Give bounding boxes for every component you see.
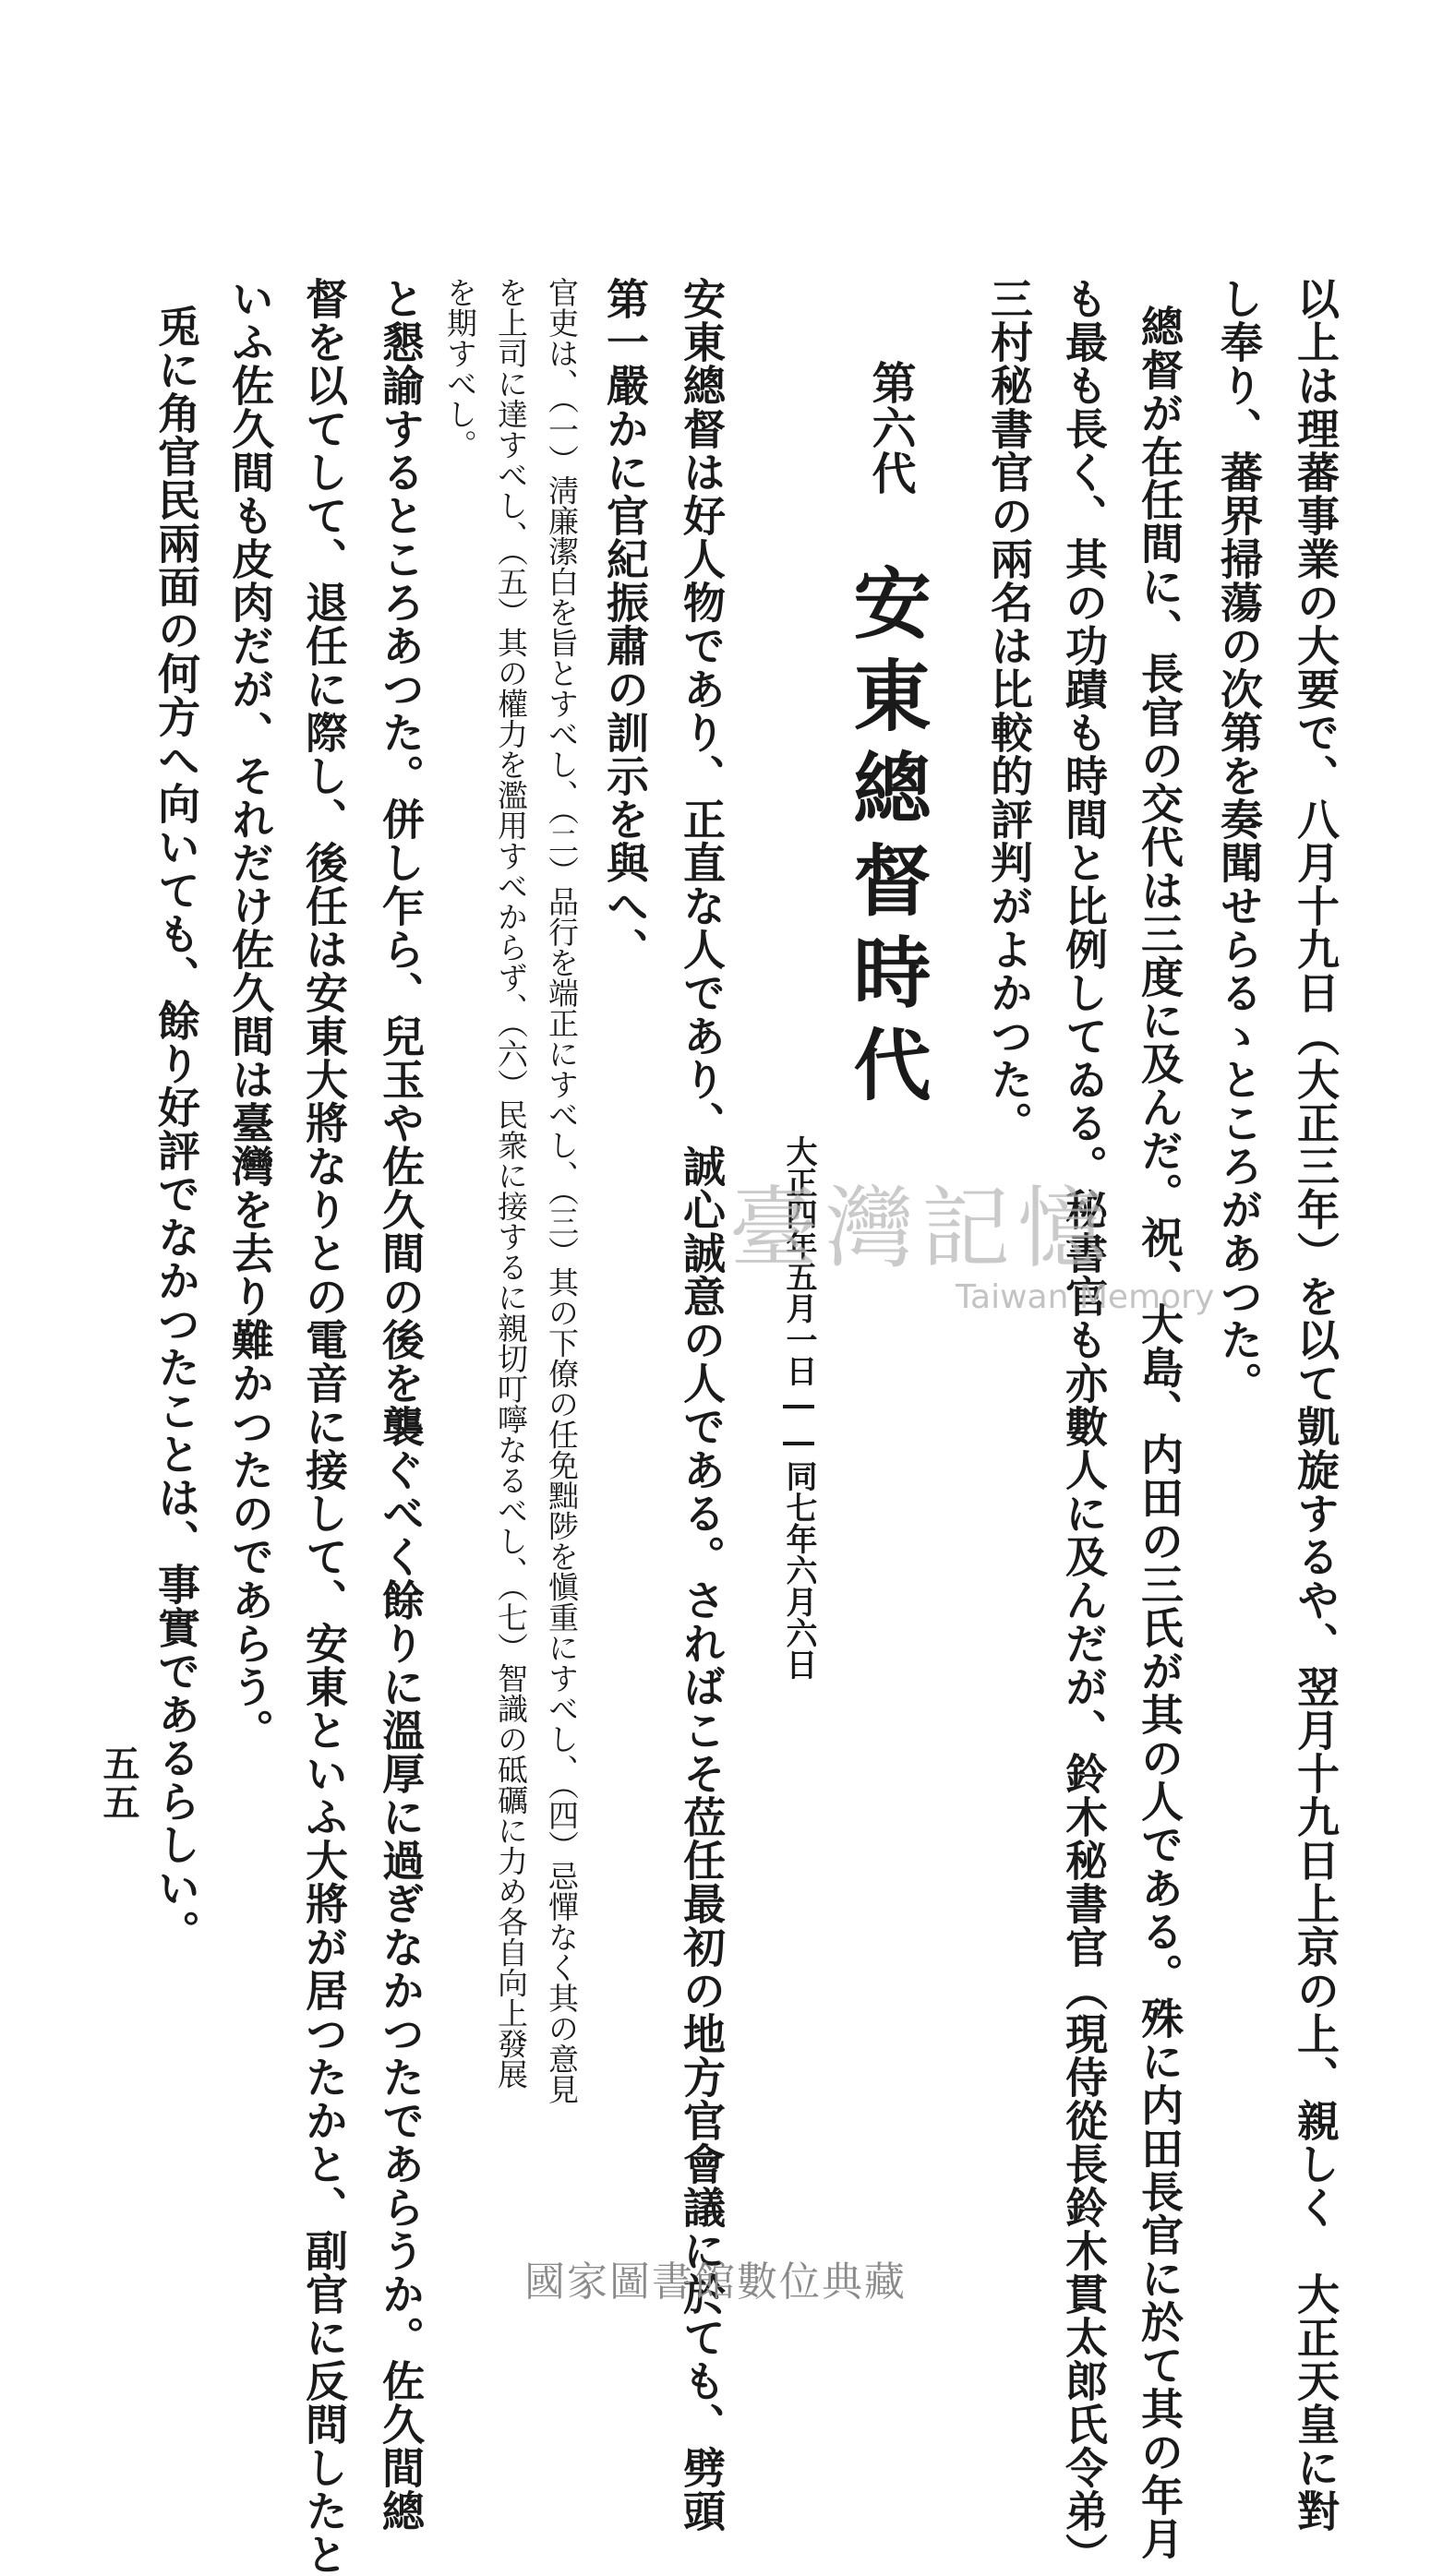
section-number: 第六代 [864, 360, 916, 496]
watermark-subtitle: Taiwan Memory [956, 1278, 1215, 1316]
footer-collection-label: 國家圖書館數位典藏 [524, 2258, 907, 2306]
quote-column-3: を期すべし。 [442, 277, 478, 460]
text-column-4: も最も長く、其の功蹟も時間と比例してゐる。秘書官も亦數人に及んだが、鈴木秘書官（現侍從長鈴木貫太郎氏令弟） [1059, 277, 1109, 2576]
text-column-5: 三村秘書官の兩名は比較的評判がよかつた。 [984, 277, 1034, 1144]
text-column-3: 總督が在任間に、長官の交代は三度に及んだ。祝、大島、内田の三氏が其の人である。殊に内田長官に於て其の年月 [1135, 305, 1184, 2560]
text-column-8: と懇諭するところあつた。併し乍ら、兒玉や佐久間の後を襲ぐべく餘りに溫厚に過ぎなかつたであらうか。佐久間總 [376, 277, 426, 2533]
text-column-9: 督を以てして、退任に際し、後任は安東大將なりとの電音に接して、安東といふ大將が居つたかと、副官に反問したと [299, 277, 349, 2576]
text-column-10: いふ佐久間も皮肉だが、それだけ佐久間は臺灣を去り難かつたのであらう。 [225, 277, 275, 1752]
quote-column-2: を上司に達すべし、（五）其の權力を濫用すべからず、（六）民衆に接するに親切叮嚀なるべし、（七）智識の砥礪に力め各自向上發展 [493, 277, 529, 2090]
text-column-1: 以上は理蕃事業の大要で、八月十九日（大正三年）を以て凱旋するや、翌月十九日上京の上、親しく 大正天皇に對 [1291, 277, 1341, 2533]
page-number: 五五 [97, 1744, 140, 1822]
text-column-11: 兎に角官民兩面の何方へ向いても、餘り好評でなかつたことは、事實であるらしい。 [151, 305, 201, 1953]
text-column-7: 第一嚴かに官紀振肅の訓示を與へ、 [600, 277, 650, 971]
text-column-6: 安東總督は好人物であり、正直な人であり、誠心誠意の人である。さればこそ莅任最初の地方官會議に於ても、劈頭 [677, 277, 727, 2533]
section-dates: 大正四年五月一日――同七年六月六日 [780, 1135, 817, 1680]
text-column-2: し奉り、蕃界掃蕩の次第を奏聞せらるゝところがあつた。 [1214, 277, 1264, 1405]
watermark-logo-text: 臺灣記憶 [729, 1177, 1113, 1280]
section-title: 安東總督時代 [841, 563, 932, 1117]
quote-column-1: 官吏は、（一）淸廉潔白を旨とすべし、（二）品行を端正にすべし、（三）其の下僚の任免黜陟を愼重にすべし、（四）忌憚なく其の意見 [544, 277, 580, 2104]
